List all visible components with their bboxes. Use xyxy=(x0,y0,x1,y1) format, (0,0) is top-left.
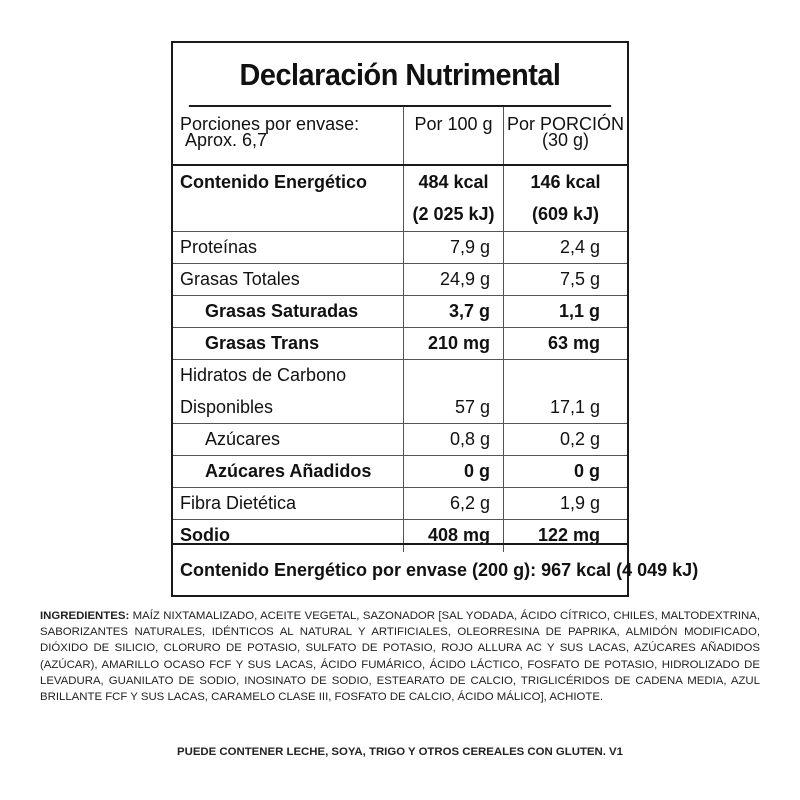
row-label: Fibra Dietética xyxy=(180,493,297,513)
row-per-100g: 0 g xyxy=(403,456,503,487)
row-per-portion: 1,1 g xyxy=(503,296,627,327)
row-label: Hidratos de Carbono xyxy=(180,365,347,385)
row-per-100g: 24,9 g xyxy=(403,264,503,295)
table-row xyxy=(173,296,627,328)
row-label: Sodio xyxy=(180,525,230,545)
energy-per-100g xyxy=(403,166,503,231)
row-per-portion xyxy=(503,360,627,392)
row-per-portion: 2,4 g xyxy=(503,232,627,263)
row-per-100g: 0,8 g xyxy=(403,424,503,455)
energy-kcal-100g: 484 kcal xyxy=(418,172,489,192)
table-row xyxy=(173,232,627,264)
row-per-100g: 408 mg xyxy=(403,520,503,552)
table-row xyxy=(173,392,627,424)
table-row xyxy=(173,328,627,360)
table-row xyxy=(173,264,627,296)
per-portion-header: Por PORCIÓN (30 g) xyxy=(503,107,627,164)
row-per-100g: 210 mg xyxy=(403,328,503,359)
table-row xyxy=(173,456,627,488)
row-per-100g: 57 g xyxy=(403,392,503,423)
portions-value: Aprox. 6,7 xyxy=(185,130,268,150)
energy-per-package: Contenido Energético por envase (200 g): 967 kcal (4 049 kJ) xyxy=(173,543,627,595)
row-per-portion: 0 g xyxy=(503,456,627,487)
ingredients-label: INGREDIENTES: xyxy=(40,610,130,622)
row-per-100g xyxy=(403,360,503,392)
row-per-portion: 122 mg xyxy=(503,520,627,552)
row-per-portion: 1,9 g xyxy=(503,488,627,519)
nutrition-facts-panel xyxy=(171,41,699,597)
energy-row xyxy=(173,166,627,232)
table-row xyxy=(173,360,627,392)
row-per-portion: 0,2 g xyxy=(503,424,627,455)
row-per-100g: 3,7 g xyxy=(403,296,503,327)
ingredients-list xyxy=(40,608,760,705)
allergen-warning: PUEDE CONTENER LECHE, SOYA, TRIGO Y OTROS CEREALES CON GLUTEN. V1 xyxy=(177,746,623,758)
portions-label: Porciones por envase: xyxy=(180,114,360,134)
row-label: Azúcares Añadidos xyxy=(205,461,372,481)
panel-title: Declaración Nutrimental xyxy=(189,43,611,107)
energy-label: Contenido Energético xyxy=(180,172,368,192)
row-label: Grasas Trans xyxy=(205,333,320,353)
energy-kcal-portion: 146 kcal xyxy=(530,172,601,192)
row-label: Proteínas xyxy=(180,237,258,257)
nutrition-table xyxy=(173,107,699,595)
ingredients-text: MAÍZ NIXTAMALIZADO, ACEITE VEGETAL, SAZONADOR [SAL YODADA, ÁCIDO CÍTRICO, CHILES, MALTODEXTRINA, SABORIZANTES NATURALES, IDÉNTICOS AL NATURAL Y ARTIFICIALES, OLEORRESINA DE PAPRIKA, ALMIDÓN MODIFICADO, DIÓXIDO DE SILICIO, CLORURO DE POTASIO, SULFATO DE POTASIO, ROJO ALLURA AC Y SUS LACAS, AZÚCARES AÑADIDOS (AZÚCAR), AMARILLO OCASO FCF Y SUS LACAS, ÁCIDO FUMÁRICO, ÁCIDO LÁCTICO, FOSFATO DE POTASIO, HIDROLIZADO DE LEVADURA, GUANILATO DE SODIO, INOSINATO DE SODIO, ESTEARATO DE CALCIO, TRIGLICÉRIDOS DE CADENA MEDIA, AZUL BRILLANTE FCF Y SUS LACAS, CARAMELO CLASE III, FOSFATO DE CALCIO, ÁCIDO MÁLICO], ACHIOTE. xyxy=(40,610,760,704)
row-label: Azúcares xyxy=(205,429,281,449)
row-per-portion: 7,5 g xyxy=(503,264,627,295)
row-per-100g: 7,9 g xyxy=(403,232,503,263)
row-per-portion: 63 mg xyxy=(503,328,627,359)
row-per-100g: 6,2 g xyxy=(403,488,503,519)
table-row xyxy=(173,488,627,520)
table-header-row xyxy=(173,107,627,166)
per-100g-header: Por 100 g xyxy=(403,107,503,164)
row-per-portion: 17,1 g xyxy=(503,392,627,423)
energy-kj-100g: (2 025 kJ) xyxy=(412,204,495,224)
energy-per-portion xyxy=(503,166,627,231)
energy-kj-portion: (609 kJ) xyxy=(531,204,600,224)
row-label: Grasas Saturadas xyxy=(205,301,359,321)
row-label: Grasas Totales xyxy=(180,269,300,289)
portions-cell xyxy=(173,107,403,164)
table-row xyxy=(173,424,627,456)
row-label: Disponibles xyxy=(180,397,274,417)
